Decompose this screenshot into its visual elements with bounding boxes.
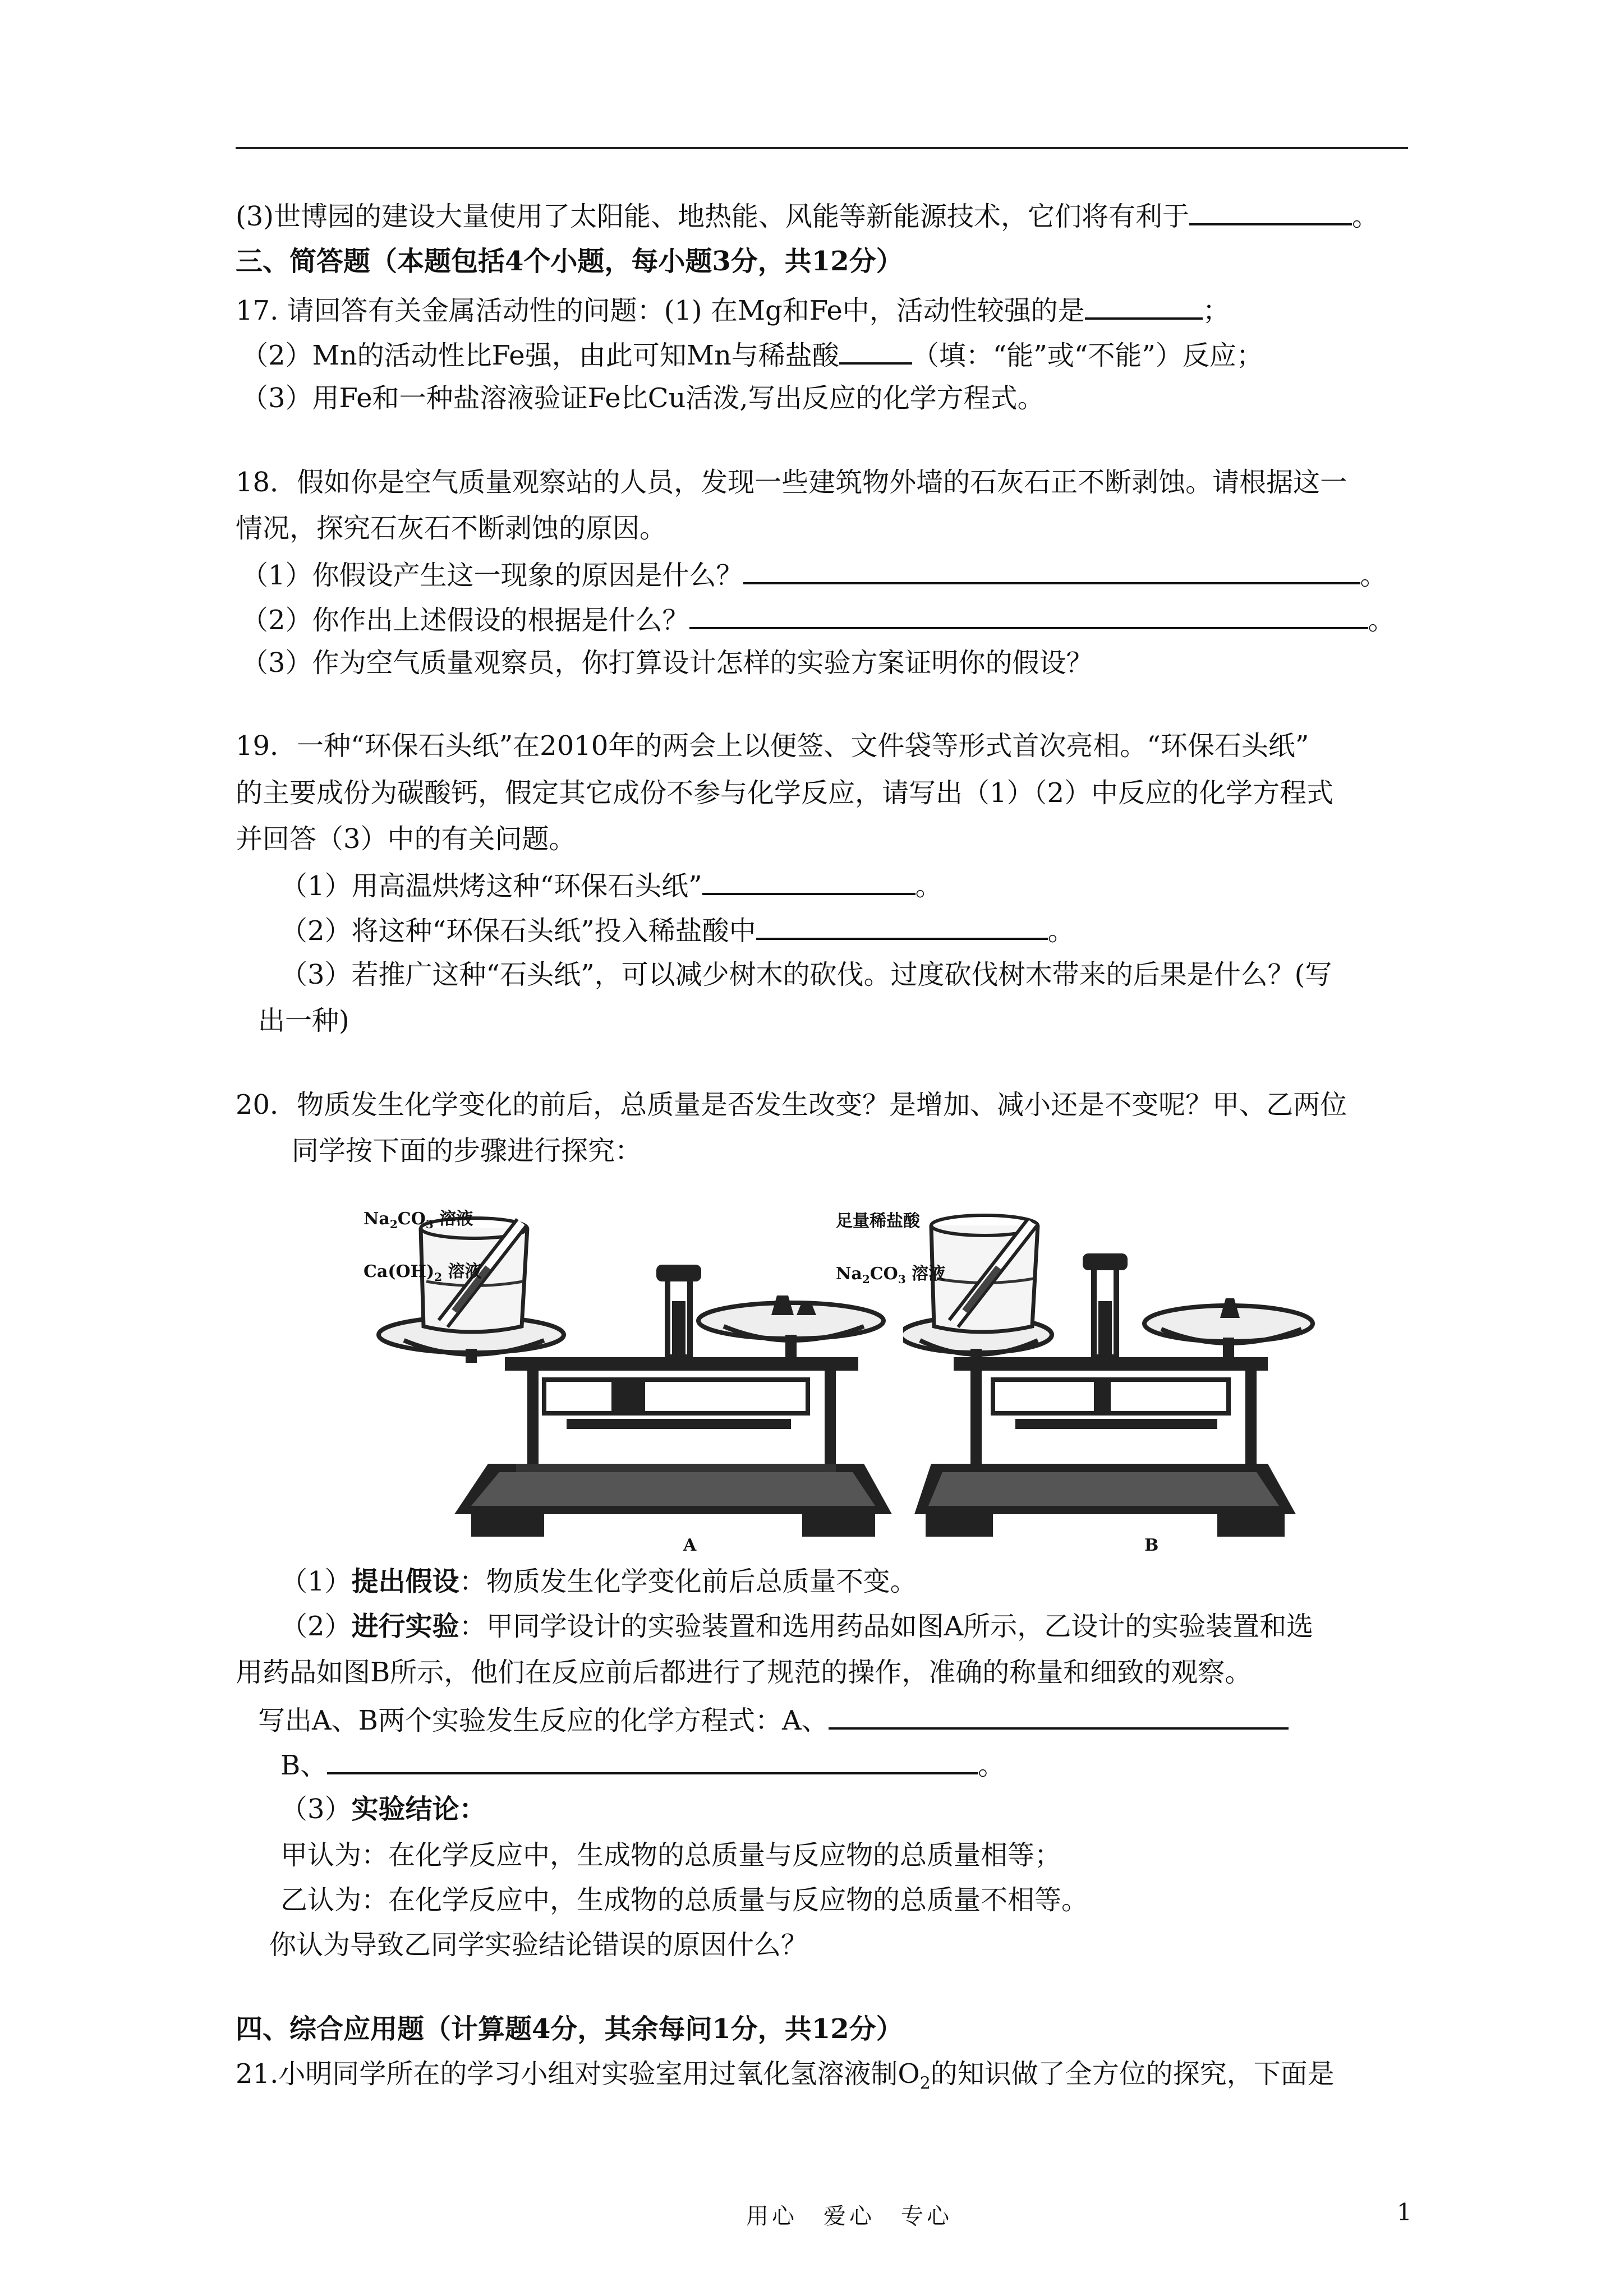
answer-blank[interactable] xyxy=(839,336,912,365)
q17-line-1: 17. 请回答有关金属活动性的问题：(1) 在Mg和Fe中，活动性较强的是 ； xyxy=(236,292,1230,328)
q20-line-2: 同学按下面的步骤进行探究： xyxy=(292,1135,642,1167)
label-b-hcl: 足量稀盐酸 xyxy=(836,1211,920,1231)
q18-line-5: （3）作为空气质量观察员，你打算设计怎样的实验方案证明你的假设？ xyxy=(241,647,1093,679)
answer-blank[interactable] xyxy=(756,912,1048,940)
q20-experiment: （2）进行实验：甲同学设计的实验装置和选用药品如图A所示，乙设计的实验装置和选 xyxy=(280,1611,1314,1642)
q18-line-4: （2）你作出上述假设的根据是什么？ 。 xyxy=(241,601,1395,637)
q20-question: 你认为导致乙同学实验结论错误的原因什么？ xyxy=(269,1929,808,1961)
label-a-caoh2: $Ca(OH)_2$ 溶液 xyxy=(364,1262,482,1284)
footer-text: 用心 爱心 专心 xyxy=(746,2203,953,2229)
label-a-na2co3: $Na_2CO_3$ 溶液 xyxy=(364,1209,473,1231)
q20-line-1: 20．物质发生化学变化的前后，总质量是否发生改变？是增加、减小还是不变呢？甲、乙两位 xyxy=(236,1089,1347,1121)
q17-line-2: （2）Mn的活动性比Fe强，由此可知Mn与稀盐酸 （填：“能”或“不能”）反应； xyxy=(241,336,1263,372)
section-4-heading: 四、综合应用题（计算题4分，其余每问1分，共12分） xyxy=(236,2013,903,2045)
q20-write-equations: 写出A、B两个实验发生反应的化学方程式：A、 xyxy=(258,1702,1289,1737)
section-3-heading: 三、简答题（本题包括4个小题，每小题3分，共12分） xyxy=(236,246,903,277)
q20-conclusion-jia: 甲认为：在化学反应中，生成物的总质量与反应物的总质量相等； xyxy=(280,1839,1062,1871)
q18-line-2: 情况，探究石灰石不断剥蚀的原因。 xyxy=(236,513,667,544)
answer-blank[interactable] xyxy=(327,1746,978,1774)
page-number: 1 xyxy=(1397,2198,1412,2226)
q19-line-7: 出一种) xyxy=(258,1005,349,1036)
answer-blank[interactable] xyxy=(1085,292,1203,320)
q17-line-3: （3）用Fe和一种盐溶液验证Fe比Cu活泼,写出反应的化学方程式。 xyxy=(241,382,1045,414)
q21-line-1: 21.小明同学所在的学习小组对实验室用过氧化氢溶液制$O_2$的知识做了全方位的探究，下面是 xyxy=(236,2058,1335,2094)
q20-b-line: B、 。 xyxy=(280,1746,1005,1782)
q19-line-5: （2）将这种“环保石头纸”投入稀盐酸中 。 xyxy=(280,912,1075,948)
q20-hypothesis: （1）提出假设：物质发生化学变化前后总质量不变。 xyxy=(280,1566,917,1597)
q16-3-line: (3)世博园的建设大量使用了太阳能、地热能、风能等新能源技术，它们将有利于 。 xyxy=(236,197,1379,233)
q20-conclusion-heading: （3）实验结论： xyxy=(280,1794,486,1825)
q19-line-6: （3）若推广这种“石头纸”，可以减少树木的砍伐。过度砍伐树木带来的后果是什么？(写 xyxy=(280,959,1332,990)
label-b-na2co3: $Na_2CO_3$ 溶液 xyxy=(836,1264,946,1286)
q20-experiment-cont: 用药品如图B所示，他们在反应前后都进行了规范的操作，准确的称量和细致的观察。 xyxy=(236,1657,1252,1688)
header-rule xyxy=(236,147,1408,149)
answer-blank[interactable] xyxy=(689,601,1368,629)
q20-conclusion-yi: 乙认为：在化学反应中，生成物的总质量与反应物的总质量不相等。 xyxy=(280,1884,1089,1916)
answer-blank[interactable] xyxy=(743,556,1360,584)
answer-blank[interactable] xyxy=(702,867,915,895)
q19-line-4: （1）用高温烘烤这种“环保石头纸” 。 xyxy=(280,867,942,903)
q19-line-2: 的主要成份为碳酸钙，假定其它成份不参与化学反应，请写出（1）（2）中反应的化学方程式 xyxy=(236,777,1334,809)
q19-line-3: 并回答（3）中的有关问题。 xyxy=(236,823,576,855)
balance-figure-a xyxy=(359,1200,976,1548)
q18-line-1: 18．假如你是空气质量观察站的人员，发现一些建筑物外墙的石灰石正不断剥蚀。请根据这一 xyxy=(236,467,1347,498)
answer-blank[interactable] xyxy=(1189,197,1352,225)
balance-figure-b xyxy=(903,1200,1318,1548)
caption-a: A xyxy=(683,1536,697,1555)
answer-blank[interactable] xyxy=(829,1702,1289,1730)
q18-line-3: （1）你假设产生这一现象的原因是什么？ 。 xyxy=(241,556,1387,592)
q19-line-1: 19．一种“环保石头纸”在2010年的两会上以便签、文件袋等形式首次亮相。“环保石头纸” xyxy=(236,730,1309,762)
caption-b: B xyxy=(1144,1536,1159,1555)
